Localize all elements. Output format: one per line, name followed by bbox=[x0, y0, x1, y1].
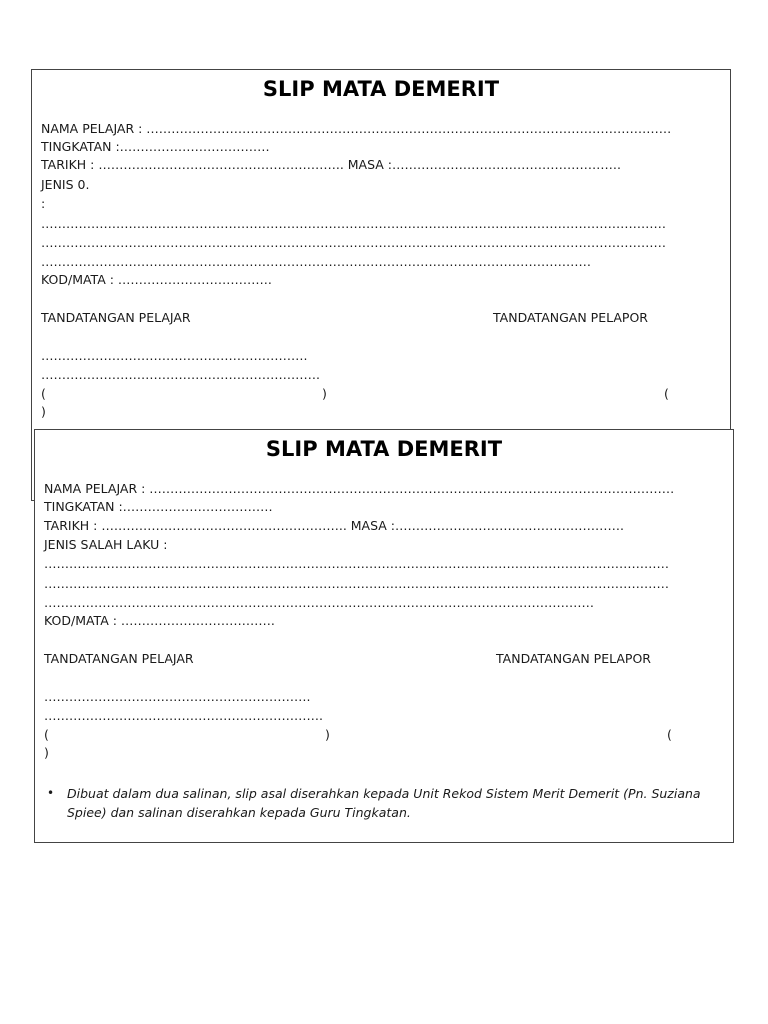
dotted-line-3: …………………………………………………………………………………………………………………… bbox=[41, 254, 591, 269]
kod-mata-field: KOD/MATA : ………………………………. bbox=[41, 272, 272, 287]
jenis-salah-laku-field: JENIS SALAH LAKU : bbox=[44, 537, 168, 552]
bullet-icon: • bbox=[47, 786, 55, 800]
tarikh-masa-field: TARIKH : ………………………………………………….. MASA :………………………………………………. bbox=[44, 518, 624, 533]
kod-mata-field: KOD/MATA : ………………………………. bbox=[44, 613, 275, 628]
nama-pelajar-field: NAMA PELAJAR : ……………………………………………………………………………………………………………… bbox=[41, 121, 672, 136]
jenis-field: JENIS 0. bbox=[41, 177, 90, 192]
sign-pelapor-label: TANDATANGAN PELAPOR bbox=[496, 651, 651, 666]
sign-pelajar-label: TANDATANGAN PELAJAR bbox=[41, 310, 191, 325]
paren-close-last: ) bbox=[41, 404, 46, 419]
tingkatan-field: TINGKATAN :……………………………… bbox=[41, 139, 270, 154]
sign-pelapor-label: TANDATANGAN PELAPOR bbox=[493, 310, 648, 325]
signature-line-1: ………………………………………………………. bbox=[44, 689, 311, 704]
instruction-note bbox=[47, 784, 707, 822]
dotted-line-3: …………………………………………………………………………………………………………………… bbox=[44, 595, 594, 610]
paren-open-right: ( bbox=[667, 727, 672, 742]
dotted-line-2: …………………………………………………………………………………………………………………………………… bbox=[41, 235, 666, 250]
signature-line-1: ………………………………………………………. bbox=[41, 348, 308, 363]
slip-title: SLIP MATA DEMERIT bbox=[265, 437, 503, 461]
demerit-slip-2 bbox=[34, 429, 734, 843]
dotted-line-2: …………………………………………………………………………………………………………………………………… bbox=[44, 576, 669, 591]
paren-open-right: ( bbox=[664, 386, 669, 401]
dotted-line-1: …………………………………………………………………………………………………………………………………… bbox=[44, 556, 669, 571]
tarikh-masa-field: TARIKH : ………………………………………………….. MASA :………………………………………………. bbox=[41, 157, 621, 172]
paren-close-last: ) bbox=[44, 745, 49, 760]
instruction-note-text: Dibuat dalam dua salinan, slip asal diserahkan kepada Unit Rekod Sistem Merit Demerit (Pn. Suziana Spiee) dan salinan diserahkan kepada Guru Tingkatan. bbox=[67, 786, 701, 820]
paren-close-mid: ) bbox=[325, 727, 330, 742]
paren-close-mid: ) bbox=[322, 386, 327, 401]
tingkatan-field: TINGKATAN :……………………………… bbox=[44, 499, 273, 514]
signature-line-2: …………………………………………………………. bbox=[41, 367, 320, 382]
dotted-line-1: …………………………………………………………………………………………………………………………………… bbox=[41, 216, 666, 231]
paren-open-left: ( bbox=[41, 386, 46, 401]
signature-line-2: …………………………………………………………. bbox=[44, 708, 323, 723]
sign-pelajar-label: TANDATANGAN PELAJAR bbox=[44, 651, 194, 666]
jenis-colon: : bbox=[41, 196, 46, 211]
paren-open-left: ( bbox=[44, 727, 49, 742]
slip-title: SLIP MATA DEMERIT bbox=[262, 77, 500, 101]
nama-pelajar-field: NAMA PELAJAR : ……………………………………………………………………………………………………………… bbox=[44, 481, 675, 496]
